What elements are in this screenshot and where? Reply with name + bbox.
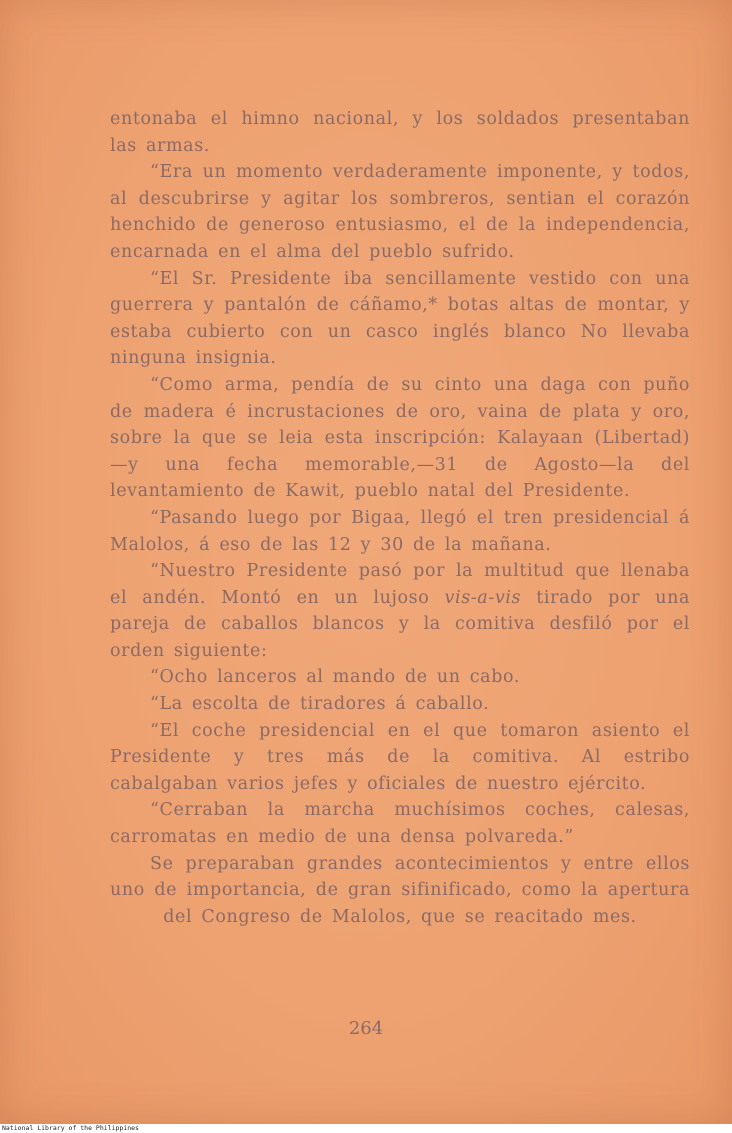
paragraph-presidente-vestido: “El Sr. Presidente iba sencillamente vestido con una guerrera y pantalón de cáñamo,* botas altas de montar, y estaba cubierto con un casco inglés blanco No llevaba ninguna insignia. [110, 268, 690, 369]
paragraph-congreso: Se preparaban grandes acontecimientos y entre ellos uno de importancia, de gran sifinificado, como la apertura del Congreso de Malolos, que se reacitado mes. [110, 853, 690, 927]
page-text [110, 106, 690, 930]
paragraph-continuation: entonaba el himno nacional, y los soldados presentaban las armas. [110, 109, 690, 156]
paragraph-lanceros: “Ocho lanceros al mando de un cabo. [150, 667, 521, 688]
paragraph-bigaa: “Pasando luego por Bigaa, llegó el tren presidencial á Malolos, á eso de las 12 y 30 de la mañana. [110, 507, 690, 555]
page-number: 264 [348, 1018, 384, 1039]
paragraph-cerraban: “Cerraban la marcha muchísimos coches, calesas, carromatas en medio de una densa polvareda.” [110, 800, 690, 848]
paragraph-anden-end: tirado por una pareja de caballos blancos y la comitiva desfiló por el orden siguiente: [110, 587, 691, 661]
paragraph-anden-start: “Nuestro Presidente pasó por la multitud que llenaba el andén. Montó en un lujoso [110, 561, 690, 608]
paragraph-escolta: “La escolta de tiradores á caballo. [150, 694, 490, 715]
paragraph-daga: “Como arma, pendía de su cinto una daga con puño de madera é incrustaciones de oro, vaina de plata y oro, sobre la que se leia esta inscripción: Kalayaan (Libertad)—y una fecha memorable,—31 de Agosto—la del levantamiento de Kawit, pueblo natal del Presidente. [110, 374, 690, 502]
paragraph-anden [110, 558, 690, 664]
library-credit: National Library of the Philippines [2, 1124, 139, 1132]
paragraph-coche: “El coche presidencial en el que tomaron asiento el Presidente y tres más de la comitiva. Al estribo cabalgaban varios jefes y oficiales de nuestro ejército. [110, 720, 690, 794]
italic-vis-a-vis: vis-a-vis [444, 587, 522, 608]
paragraph-momento: “Era un momento verdaderamente imponente, y todos, al descubrirse y agitar los sombreros, sentian el corazón henchido de generoso entusiasmo, el de la independencia, encarnada en el alma del pueblo sufrido. [110, 162, 690, 262]
